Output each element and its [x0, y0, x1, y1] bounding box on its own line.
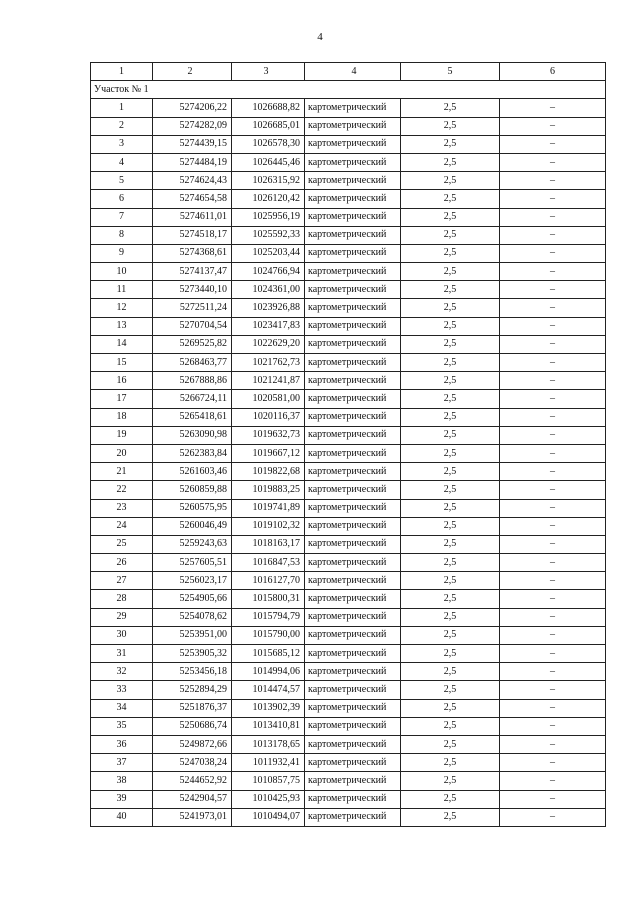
- table-row: [91, 99, 606, 117]
- x-coordinate-cell: 5253905,32: [153, 645, 232, 663]
- table-row: [91, 754, 606, 772]
- method-cell: картометрический: [305, 772, 401, 790]
- table-row: [91, 499, 606, 517]
- note-cell: –: [500, 354, 606, 372]
- x-coordinate-cell: 5249872,66: [153, 735, 232, 753]
- note-cell: –: [500, 244, 606, 262]
- note-cell: –: [500, 208, 606, 226]
- note-cell: –: [500, 590, 606, 608]
- accuracy-cell: 2,5: [401, 335, 500, 353]
- accuracy-cell: 2,5: [401, 444, 500, 462]
- x-coordinate-cell: 5274368,61: [153, 244, 232, 262]
- x-coordinate-cell: 5244652,92: [153, 772, 232, 790]
- accuracy-cell: 2,5: [401, 645, 500, 663]
- y-coordinate-cell: 1025203,44: [232, 244, 305, 262]
- y-coordinate-cell: 1013410,81: [232, 717, 305, 735]
- point-number-cell: 17: [91, 390, 153, 408]
- method-cell: картометрический: [305, 190, 401, 208]
- x-coordinate-cell: 5269525,82: [153, 335, 232, 353]
- y-coordinate-cell: 1015794,79: [232, 608, 305, 626]
- x-coordinate-cell: 5253456,18: [153, 663, 232, 681]
- accuracy-cell: 2,5: [401, 499, 500, 517]
- point-number-cell: 3: [91, 135, 153, 153]
- accuracy-cell: 2,5: [401, 572, 500, 590]
- y-coordinate-cell: 1014474,57: [232, 681, 305, 699]
- method-cell: картометрический: [305, 444, 401, 462]
- note-cell: –: [500, 572, 606, 590]
- table-row: [91, 372, 606, 390]
- point-number-cell: 38: [91, 772, 153, 790]
- accuracy-cell: 2,5: [401, 754, 500, 772]
- section-row: [91, 81, 606, 99]
- accuracy-cell: 2,5: [401, 372, 500, 390]
- method-cell: картометрический: [305, 717, 401, 735]
- method-cell: картометрический: [305, 808, 401, 826]
- point-number-cell: 24: [91, 517, 153, 535]
- point-number-cell: 8: [91, 226, 153, 244]
- point-number-cell: 11: [91, 281, 153, 299]
- method-cell: картометрический: [305, 681, 401, 699]
- y-coordinate-cell: 1026685,01: [232, 117, 305, 135]
- point-number-cell: 13: [91, 317, 153, 335]
- point-number-cell: 36: [91, 735, 153, 753]
- x-coordinate-cell: 5241973,01: [153, 808, 232, 826]
- table-row: [91, 226, 606, 244]
- note-cell: –: [500, 390, 606, 408]
- point-number-cell: 37: [91, 754, 153, 772]
- point-number-cell: 29: [91, 608, 153, 626]
- method-cell: картометрический: [305, 117, 401, 135]
- y-coordinate-cell: 1018163,17: [232, 535, 305, 553]
- note-cell: –: [500, 172, 606, 190]
- accuracy-cell: 2,5: [401, 681, 500, 699]
- x-coordinate-cell: 5267888,86: [153, 372, 232, 390]
- accuracy-cell: 2,5: [401, 299, 500, 317]
- y-coordinate-cell: 1014994,06: [232, 663, 305, 681]
- y-coordinate-cell: 1010494,07: [232, 808, 305, 826]
- table-row: [91, 808, 606, 826]
- table-row: [91, 517, 606, 535]
- accuracy-cell: 2,5: [401, 535, 500, 553]
- point-number-cell: 21: [91, 463, 153, 481]
- accuracy-cell: 2,5: [401, 608, 500, 626]
- table-row: [91, 208, 606, 226]
- x-coordinate-cell: 5247038,24: [153, 754, 232, 772]
- accuracy-cell: 2,5: [401, 717, 500, 735]
- accuracy-cell: 2,5: [401, 99, 500, 117]
- x-coordinate-cell: 5274518,17: [153, 226, 232, 244]
- accuracy-cell: 2,5: [401, 808, 500, 826]
- table-row: [91, 735, 606, 753]
- x-coordinate-cell: 5270704,54: [153, 317, 232, 335]
- table-row: [91, 408, 606, 426]
- x-coordinate-cell: 5274484,19: [153, 153, 232, 171]
- note-cell: –: [500, 190, 606, 208]
- y-coordinate-cell: 1013902,39: [232, 699, 305, 717]
- point-number-cell: 31: [91, 645, 153, 663]
- note-cell: –: [500, 299, 606, 317]
- x-coordinate-cell: 5274137,47: [153, 263, 232, 281]
- accuracy-cell: 2,5: [401, 481, 500, 499]
- point-number-cell: 33: [91, 681, 153, 699]
- accuracy-cell: 2,5: [401, 226, 500, 244]
- note-cell: –: [500, 790, 606, 808]
- table-row: [91, 335, 606, 353]
- note-cell: –: [500, 626, 606, 644]
- x-coordinate-cell: 5256023,17: [153, 572, 232, 590]
- y-coordinate-cell: 1020581,00: [232, 390, 305, 408]
- note-cell: –: [500, 335, 606, 353]
- table-row: [91, 481, 606, 499]
- method-cell: картометрический: [305, 208, 401, 226]
- x-coordinate-cell: 5260859,88: [153, 481, 232, 499]
- method-cell: картометрический: [305, 463, 401, 481]
- y-coordinate-cell: 1010425,93: [232, 790, 305, 808]
- method-cell: картометрический: [305, 590, 401, 608]
- note-cell: –: [500, 808, 606, 826]
- accuracy-cell: 2,5: [401, 317, 500, 335]
- y-coordinate-cell: 1026578,30: [232, 135, 305, 153]
- table-row: [91, 681, 606, 699]
- method-cell: картометрический: [305, 390, 401, 408]
- note-cell: –: [500, 372, 606, 390]
- note-cell: –: [500, 663, 606, 681]
- y-coordinate-cell: 1026688,82: [232, 99, 305, 117]
- point-number-cell: 35: [91, 717, 153, 735]
- table-row: [91, 390, 606, 408]
- x-coordinate-cell: 5260575,95: [153, 499, 232, 517]
- x-coordinate-cell: 5274611,01: [153, 208, 232, 226]
- table-body: [91, 81, 606, 827]
- point-number-cell: 1: [91, 99, 153, 117]
- accuracy-cell: 2,5: [401, 190, 500, 208]
- y-coordinate-cell: 1026445,46: [232, 153, 305, 171]
- x-coordinate-cell: 5274654,58: [153, 190, 232, 208]
- x-coordinate-cell: 5274282,09: [153, 117, 232, 135]
- table-row: [91, 463, 606, 481]
- table-row: [91, 645, 606, 663]
- note-cell: –: [500, 135, 606, 153]
- accuracy-cell: 2,5: [401, 208, 500, 226]
- method-cell: картометрический: [305, 263, 401, 281]
- x-coordinate-cell: 5261603,46: [153, 463, 232, 481]
- point-number-cell: 14: [91, 335, 153, 353]
- point-number-cell: 7: [91, 208, 153, 226]
- y-coordinate-cell: 1013178,65: [232, 735, 305, 753]
- x-coordinate-cell: 5266724,11: [153, 390, 232, 408]
- x-coordinate-cell: 5274624,43: [153, 172, 232, 190]
- note-cell: –: [500, 735, 606, 753]
- method-cell: картометрический: [305, 99, 401, 117]
- method-cell: картометрический: [305, 663, 401, 681]
- x-coordinate-cell: 5263090,98: [153, 426, 232, 444]
- point-number-cell: 5: [91, 172, 153, 190]
- method-cell: картометрический: [305, 626, 401, 644]
- note-cell: –: [500, 499, 606, 517]
- method-cell: картометрический: [305, 244, 401, 262]
- x-coordinate-cell: 5274439,15: [153, 135, 232, 153]
- method-cell: картометрический: [305, 135, 401, 153]
- method-cell: картометрический: [305, 517, 401, 535]
- note-cell: –: [500, 117, 606, 135]
- point-number-cell: 26: [91, 554, 153, 572]
- y-coordinate-cell: 1015685,12: [232, 645, 305, 663]
- accuracy-cell: 2,5: [401, 281, 500, 299]
- accuracy-cell: 2,5: [401, 772, 500, 790]
- header-col-5: 5: [401, 63, 500, 81]
- accuracy-cell: 2,5: [401, 554, 500, 572]
- table-row: [91, 590, 606, 608]
- point-number-cell: 6: [91, 190, 153, 208]
- x-coordinate-cell: 5254078,62: [153, 608, 232, 626]
- table-row: [91, 281, 606, 299]
- method-cell: картометрический: [305, 408, 401, 426]
- y-coordinate-cell: 1016847,53: [232, 554, 305, 572]
- y-coordinate-cell: 1011932,41: [232, 754, 305, 772]
- header-col-6: 6: [500, 63, 606, 81]
- header-row: [91, 63, 606, 81]
- x-coordinate-cell: 5242904,57: [153, 790, 232, 808]
- header-col-3: 3: [232, 63, 305, 81]
- x-coordinate-cell: 5272511,24: [153, 299, 232, 317]
- table-row: [91, 790, 606, 808]
- note-cell: –: [500, 699, 606, 717]
- table-row: [91, 299, 606, 317]
- table-row: [91, 172, 606, 190]
- table-row: [91, 626, 606, 644]
- point-number-cell: 34: [91, 699, 153, 717]
- note-cell: –: [500, 226, 606, 244]
- method-cell: картометрический: [305, 426, 401, 444]
- point-number-cell: 16: [91, 372, 153, 390]
- point-number-cell: 28: [91, 590, 153, 608]
- table-row: [91, 135, 606, 153]
- point-number-cell: 4: [91, 153, 153, 171]
- y-coordinate-cell: 1022629,20: [232, 335, 305, 353]
- y-coordinate-cell: 1026120,42: [232, 190, 305, 208]
- note-cell: –: [500, 754, 606, 772]
- note-cell: –: [500, 263, 606, 281]
- section-title: Участок № 1: [91, 81, 606, 99]
- point-number-cell: 39: [91, 790, 153, 808]
- x-coordinate-cell: 5257605,51: [153, 554, 232, 572]
- x-coordinate-cell: 5251876,37: [153, 699, 232, 717]
- x-coordinate-cell: 5274206,22: [153, 99, 232, 117]
- y-coordinate-cell: 1016127,70: [232, 572, 305, 590]
- table-row: [91, 190, 606, 208]
- table-row: [91, 772, 606, 790]
- note-cell: –: [500, 153, 606, 171]
- y-coordinate-cell: 1025956,19: [232, 208, 305, 226]
- method-cell: картометрический: [305, 645, 401, 663]
- point-number-cell: 2: [91, 117, 153, 135]
- y-coordinate-cell: 1026315,92: [232, 172, 305, 190]
- point-number-cell: 27: [91, 572, 153, 590]
- accuracy-cell: 2,5: [401, 626, 500, 644]
- table-row: [91, 572, 606, 590]
- table-row: [91, 244, 606, 262]
- y-coordinate-cell: 1019632,73: [232, 426, 305, 444]
- x-coordinate-cell: 5250686,74: [153, 717, 232, 735]
- page-number: 4: [317, 31, 323, 43]
- note-cell: –: [500, 481, 606, 499]
- accuracy-cell: 2,5: [401, 790, 500, 808]
- method-cell: картометрический: [305, 535, 401, 553]
- y-coordinate-cell: 1019822,68: [232, 463, 305, 481]
- y-coordinate-cell: 1015790,00: [232, 626, 305, 644]
- table-row: [91, 554, 606, 572]
- method-cell: картометрический: [305, 335, 401, 353]
- method-cell: картометрический: [305, 153, 401, 171]
- method-cell: картометрический: [305, 481, 401, 499]
- point-number-cell: 22: [91, 481, 153, 499]
- point-number-cell: 25: [91, 535, 153, 553]
- note-cell: –: [500, 717, 606, 735]
- accuracy-cell: 2,5: [401, 699, 500, 717]
- accuracy-cell: 2,5: [401, 117, 500, 135]
- note-cell: –: [500, 535, 606, 553]
- accuracy-cell: 2,5: [401, 735, 500, 753]
- table-row: [91, 354, 606, 372]
- accuracy-cell: 2,5: [401, 135, 500, 153]
- x-coordinate-cell: 5268463,77: [153, 354, 232, 372]
- y-coordinate-cell: 1010857,75: [232, 772, 305, 790]
- accuracy-cell: 2,5: [401, 408, 500, 426]
- table-row: [91, 608, 606, 626]
- table-row: [91, 535, 606, 553]
- header-col-2: 2: [153, 63, 232, 81]
- accuracy-cell: 2,5: [401, 426, 500, 444]
- y-coordinate-cell: 1023926,88: [232, 299, 305, 317]
- y-coordinate-cell: 1015800,31: [232, 590, 305, 608]
- y-coordinate-cell: 1020116,37: [232, 408, 305, 426]
- accuracy-cell: 2,5: [401, 263, 500, 281]
- note-cell: –: [500, 517, 606, 535]
- y-coordinate-cell: 1024361,00: [232, 281, 305, 299]
- note-cell: –: [500, 681, 606, 699]
- header-col-4: 4: [305, 63, 401, 81]
- method-cell: картометрический: [305, 499, 401, 517]
- note-cell: –: [500, 426, 606, 444]
- note-cell: –: [500, 444, 606, 462]
- x-coordinate-cell: 5260046,49: [153, 517, 232, 535]
- method-cell: картометрический: [305, 699, 401, 717]
- accuracy-cell: 2,5: [401, 244, 500, 262]
- accuracy-cell: 2,5: [401, 590, 500, 608]
- point-number-cell: 19: [91, 426, 153, 444]
- table-row: [91, 263, 606, 281]
- y-coordinate-cell: 1021241,87: [232, 372, 305, 390]
- method-cell: картометрический: [305, 735, 401, 753]
- coordinates-table: [90, 62, 606, 827]
- note-cell: –: [500, 608, 606, 626]
- point-number-cell: 15: [91, 354, 153, 372]
- method-cell: картометрический: [305, 354, 401, 372]
- point-number-cell: 10: [91, 263, 153, 281]
- point-number-cell: 9: [91, 244, 153, 262]
- y-coordinate-cell: 1024766,94: [232, 263, 305, 281]
- note-cell: –: [500, 281, 606, 299]
- table-row: [91, 717, 606, 735]
- point-number-cell: 32: [91, 663, 153, 681]
- point-number-cell: 30: [91, 626, 153, 644]
- y-coordinate-cell: 1019883,25: [232, 481, 305, 499]
- method-cell: картометрический: [305, 790, 401, 808]
- point-number-cell: 23: [91, 499, 153, 517]
- y-coordinate-cell: 1019102,32: [232, 517, 305, 535]
- header-col-1: 1: [91, 63, 153, 81]
- accuracy-cell: 2,5: [401, 153, 500, 171]
- y-coordinate-cell: 1021762,73: [232, 354, 305, 372]
- accuracy-cell: 2,5: [401, 354, 500, 372]
- y-coordinate-cell: 1023417,83: [232, 317, 305, 335]
- table-row: [91, 426, 606, 444]
- x-coordinate-cell: 5253951,00: [153, 626, 232, 644]
- point-number-cell: 18: [91, 408, 153, 426]
- y-coordinate-cell: 1025592,33: [232, 226, 305, 244]
- note-cell: –: [500, 408, 606, 426]
- x-coordinate-cell: 5259243,63: [153, 535, 232, 553]
- x-coordinate-cell: 5254905,66: [153, 590, 232, 608]
- table-row: [91, 444, 606, 462]
- method-cell: картометрический: [305, 172, 401, 190]
- note-cell: –: [500, 772, 606, 790]
- note-cell: –: [500, 463, 606, 481]
- table-row: [91, 663, 606, 681]
- x-coordinate-cell: 5273440,10: [153, 281, 232, 299]
- accuracy-cell: 2,5: [401, 172, 500, 190]
- method-cell: картометрический: [305, 226, 401, 244]
- method-cell: картометрический: [305, 754, 401, 772]
- method-cell: картометрический: [305, 317, 401, 335]
- method-cell: картометрический: [305, 299, 401, 317]
- note-cell: –: [500, 554, 606, 572]
- point-number-cell: 20: [91, 444, 153, 462]
- y-coordinate-cell: 1019741,89: [232, 499, 305, 517]
- x-coordinate-cell: 5252894,29: [153, 681, 232, 699]
- method-cell: картометрический: [305, 608, 401, 626]
- table-row: [91, 699, 606, 717]
- method-cell: картометрический: [305, 572, 401, 590]
- point-number-cell: 12: [91, 299, 153, 317]
- table-row: [91, 153, 606, 171]
- accuracy-cell: 2,5: [401, 663, 500, 681]
- note-cell: –: [500, 645, 606, 663]
- table-row: [91, 317, 606, 335]
- method-cell: картометрический: [305, 372, 401, 390]
- accuracy-cell: 2,5: [401, 463, 500, 481]
- table-row: [91, 117, 606, 135]
- x-coordinate-cell: 5262383,84: [153, 444, 232, 462]
- table-header: [91, 63, 606, 81]
- method-cell: картометрический: [305, 281, 401, 299]
- accuracy-cell: 2,5: [401, 390, 500, 408]
- y-coordinate-cell: 1019667,12: [232, 444, 305, 462]
- note-cell: –: [500, 99, 606, 117]
- point-number-cell: 40: [91, 808, 153, 826]
- x-coordinate-cell: 5265418,61: [153, 408, 232, 426]
- note-cell: –: [500, 317, 606, 335]
- accuracy-cell: 2,5: [401, 517, 500, 535]
- method-cell: картометрический: [305, 554, 401, 572]
